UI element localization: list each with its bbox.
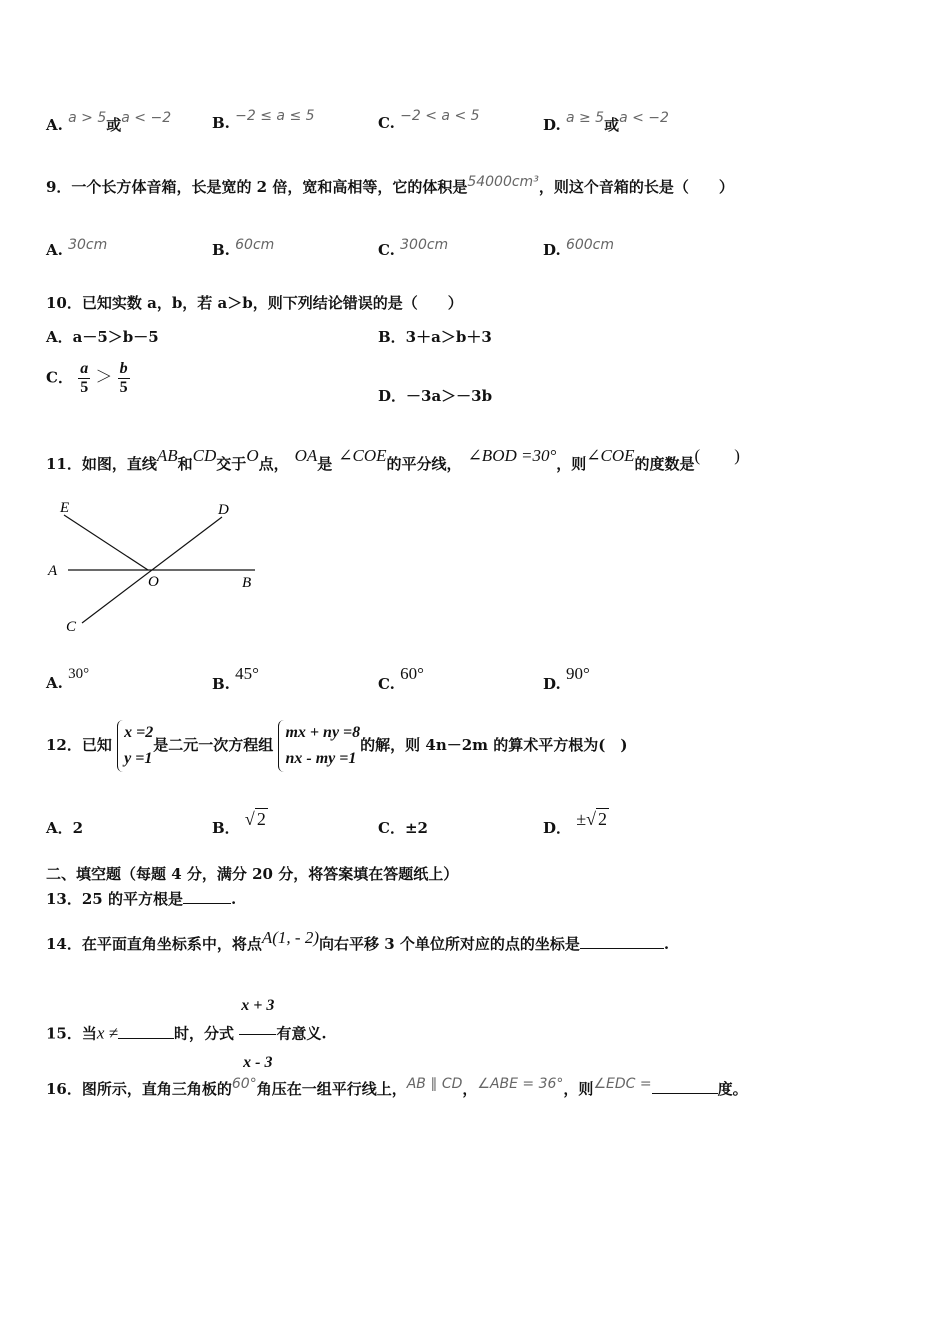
section-heading: 二、填空题（每题 4 分，满分 20 分，将答案填在答题纸上） [46, 865, 459, 883]
label-o: O [148, 574, 159, 590]
answer-blank [652, 1079, 718, 1094]
q9-option-c: C. 300cm [378, 237, 449, 259]
q8-option-d: D. a ≥ 5或a < −2 [543, 110, 669, 134]
q11-stem: 11．如图，直线AB和CD交于O点， OA是 ∠COE的平分线， ∠BOD =30°，则∠COE的度数是( ) [46, 446, 740, 473]
q15-stem: 15．当x ≠ 时，分式 $\frac{x + 3}{x - 3}$ 有意义. [46, 978, 327, 1091]
q8-a-expr2: a < −2 [121, 110, 172, 126]
pm-sqrt-2: ±√ 2 [576, 809, 608, 829]
label-d: D [218, 502, 229, 518]
q10-stem: 10．已知实数 a，b，若 a＞b，则下列结论错误的是（ ） [46, 294, 463, 312]
answer-blank [183, 889, 231, 904]
sqrt-2: √ 2 [244, 809, 266, 829]
q11-figure [40, 495, 280, 645]
q12-solution-system: x =2 y =1 [117, 720, 153, 772]
label-e: E [60, 500, 70, 516]
q10-frac-a5: $\frac{a}{5}$ [80, 360, 89, 396]
label-c: C [66, 619, 77, 635]
q9-option-d: D. 600cm [543, 237, 614, 259]
q9-volume: 54000cm³ [467, 174, 539, 190]
q12-equation-system: mx + ny =8 nx - my =1 [278, 720, 360, 772]
answer-blank [580, 934, 664, 949]
q9-option-b: B. 60cm [212, 237, 275, 259]
q14-stem: 14．在平面直角坐标系中，将点A(1, - 2)向右平移 3 个单位所对应的点的坐标是 . [46, 928, 670, 953]
q11-option-b: B. 45° [212, 664, 259, 693]
q10-option-a: A．a－5＞b－5 [46, 328, 159, 346]
answer-blank [118, 1024, 174, 1039]
line-oe [64, 515, 148, 570]
q12-option-a: A．2 [46, 819, 84, 837]
label-b: B [242, 575, 252, 591]
q8-option-c: C. −2 < a < 5 [378, 108, 480, 132]
q10-option-c: C． $\frac{a}{5}$ ＞ $\frac{b}{5}$ [46, 360, 128, 396]
q11-option-d: D. 90° [543, 664, 590, 693]
q10-option-b: B．3＋a＞b＋3 [378, 328, 492, 346]
q9-option-a: A. 30cm [46, 237, 108, 259]
q11-option-c: C. 60° [378, 664, 424, 693]
q11-option-a: A. 30° [46, 666, 90, 692]
q13-stem: 13．25 的平方根是 . [46, 890, 237, 908]
q12-stem: 12．已知 x =2 y =1 是二元一次方程组 mx + ny =8 nx - my =1 的解，则 4n－2m 的算术平方根为( ) [46, 717, 627, 773]
q16-stem: 16．图所示，直角三角板的60°角压在一组平行线上，AB ∥ CD，∠ABE = 36°，则∠EDC = 度。 [46, 1076, 748, 1098]
label-a: A [48, 563, 58, 579]
q10-option-d: D．－3a＞－3b [378, 387, 493, 405]
q8-option-b: B. −2 ≤ a ≤ 5 [212, 108, 315, 132]
q8-a-expr1: a > 5 [68, 110, 107, 126]
q8-option-a: A. a > 5或a < −2 [46, 110, 172, 134]
q9-stem: 9．一个长方体音箱，长是宽的 2 倍，宽和高相等，它的体积是54000cm³，则这个音箱的长是（ ） [46, 174, 734, 196]
q12-option-d: D． ±√ 2 [543, 809, 608, 837]
q15-fraction: $\frac{x + 3}{x - 3}$ [239, 978, 276, 1091]
q12-option-b: B． √ 2 [212, 809, 266, 837]
q12-option-c: C．±2 [378, 819, 428, 837]
q10-frac-b5: $\frac{b}{5}$ [119, 360, 128, 396]
